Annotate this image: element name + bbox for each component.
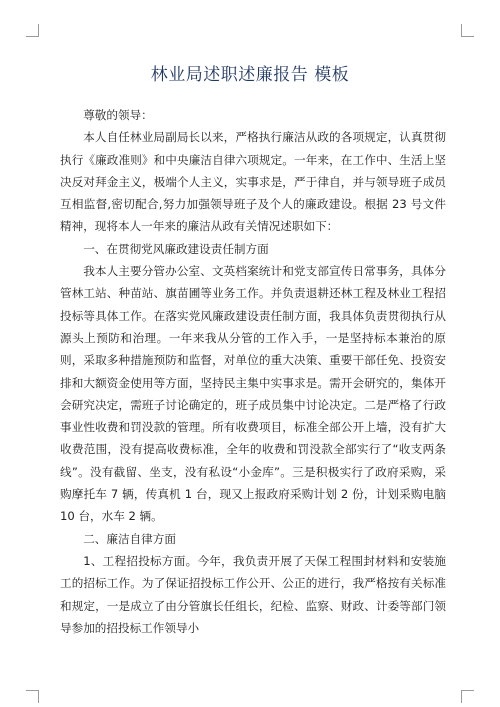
document-body [60,104,446,639]
salutation: 尊敬的领导： [83,108,153,122]
section-2-paragraph: 1、工程招投标方面。今年，我负责开展了天保工程围封材料和安装施工的招标工作。为了保证招投标工作公开、公正的进行，我严格按有关标准和规定，一是成立了由分管旗长任组长，纪检、监察、财政、计委等部门领导参加的招投标工作领导小 [60,553,446,635]
crop-mark-bottom-right [461,690,474,703]
section-1-paragraph: 我本人主要分管办公室、文英档案统计和党支部宣传日常事务，具体分管林工站、种苗站、旗苗圃等业务工作。并负责退耕还林工程及林业工程招投标等具体工作。在落实党风廉政建设责任制方面，我具体负责贯彻执行从源头上预防和治理。一年来我从分管的工作入手，一是坚持标本兼治的原则，采取多种措施预防和监督，对单位的重大决策、重要干部任免、投资安排和大额资金使用等方面，坚持民主集中实事求是。需开会研究的，集体开会研究决定，需班子讨论确定的，班子成员集中讨论决定。二是严格了行政事业性收费和罚没款的管理。所有收费项目，标准全部公开上墙，没有扩大收费范围，没有提高收费标准，全年的收费和罚没款全部实行了“收支两条线”。没有截留、坐支，没有私设“小金库”。三是积极实行了政府采购，采购摩托车 7 辆，传真机 1 台，现又上报政府采购计划 2 份，计划采购电脑 10 台，水车 2 辆。 [60,264,446,524]
crop-mark-top-left [26,24,39,37]
intro-paragraph: 本人自任林业局副局长以来，严格执行廉洁从政的各项规定，认真贯彻执行《廉政准则》和中央廉洁自律六项规定。一年来，在工作中、生活上坚决反对拜金主义，极端个人主义，实事求是，严于律自，并与领导班子成员互相监督,密切配合,努力加强领导班子及个人的廉政建设。根据 23 号文件精神，现将本人一年来的廉洁从政有关情况述职如下： [60,130,446,234]
crop-mark-top-right [461,24,474,37]
section-heading-1: 一、在贯彻党风廉政建设责任制方面 [83,241,269,256]
crop-mark-bottom-left [26,690,39,703]
document-title: 林业局述职述廉报告 模板 [150,65,350,85]
section-heading-2: 二、廉洁自律方面 [83,531,176,546]
